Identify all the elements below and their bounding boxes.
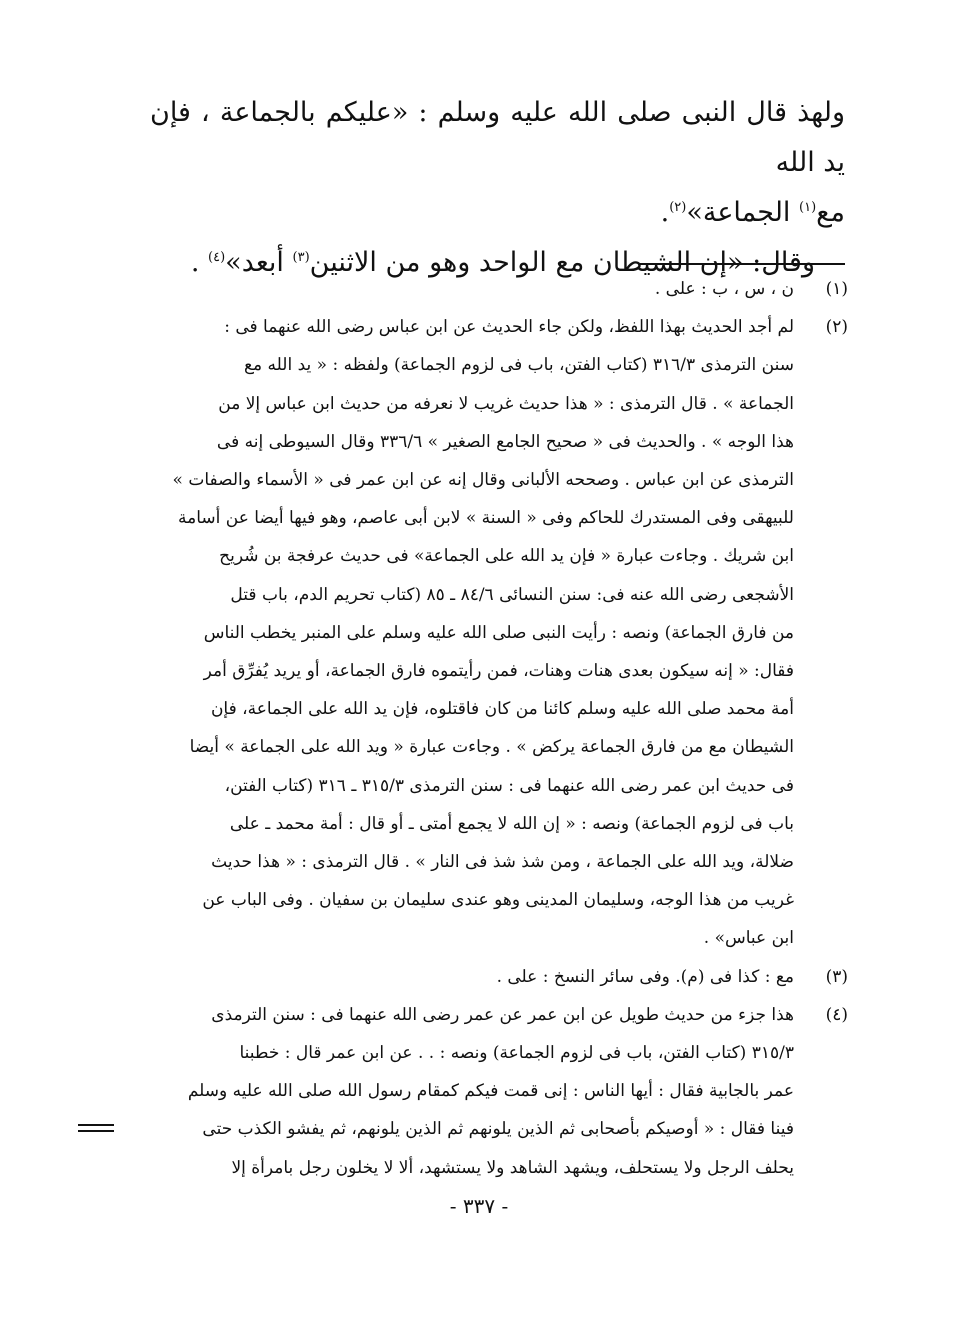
footnote-number: (٢) xyxy=(825,317,848,338)
footnote-line: ابن عباس» . xyxy=(703,928,794,949)
footnote-number: (٣) xyxy=(825,966,848,987)
main-text-segment: . xyxy=(660,197,670,228)
footnote-line: ن ، س ، ب : على . xyxy=(654,279,794,299)
footnote-line: الترمذى عن ابن عباس . وصححه الألبانى وقال إنه عن ابن عمر فى « الأسماء والصفات » xyxy=(172,470,794,491)
footnote-number: (١) xyxy=(825,279,848,299)
footnote-line: سنن الترمذى ٣١٦/٣ (كتاب الفتن، باب فى لزوم الجماعة) ولفظه : « يد الله مع xyxy=(244,355,794,376)
main-text-segment: الجماعة» xyxy=(686,197,800,228)
footnote-line: ضلالة، ويد الله على الجماعة ، ومن شذ شذ فى النار » . قال الترمذى : « هذا حديث xyxy=(211,852,794,873)
footnote-body xyxy=(148,996,794,1187)
footnote-line: ٣١٥/٣ (كتاب الفتن، باب فى لزوم الجماعة) ونصه : . . عن ابن عمر قال : خطبنا xyxy=(239,1043,794,1064)
footnote-line: من فارق الجماعة) ونصه : رأيت النبى صلى الله عليه وسلم على المنبر يخطب الناس xyxy=(203,622,794,643)
footnote-line: غريب من هذا الوجه، وسليمان المدينى وهو عندى سليمان بن سفيان . وفى الباب عن xyxy=(202,890,794,911)
footnote-line: مع : كذا فى (م). وفى سائر النسخ : على . xyxy=(496,966,794,987)
footnotes xyxy=(148,270,848,1187)
footnote-line: للبيهقى وفى المستدرك للحاكم وفى « السنة » لابن أبى عاصم، وهو فيها أيضا عن أسامة xyxy=(177,508,794,529)
main-line-1: ولهذ قال النبى صلى الله عليه وسلم : «عليكم بالجماعة ، فإن يد الله xyxy=(150,97,845,178)
footnote-ref-4: (٤) xyxy=(208,250,226,265)
footnote-line: الشيطان مع من فارق الجماعة يركض » . وجاءت عبارة « ويد الله على الجماعة » أيضا xyxy=(189,737,794,758)
footnote-line: يحلف الرجل ولا يستحلف، ويشهد الشاهد ولا يستشهد، ألا لا يخلون رجل بامرأة إلا xyxy=(231,1157,794,1178)
footnote-ref-3: (٣) xyxy=(292,250,310,265)
footnote-line: الأشجعى رضى الله عنه فى: سنن النسائى ٨٤/٦ ـ ٨٥ (كتاب تحريم الدم، باب قتل xyxy=(230,584,794,605)
main-text-segment: . xyxy=(190,247,209,278)
main-text xyxy=(150,88,845,288)
footnote-body xyxy=(148,270,794,308)
main-paragraph-1-line-2 xyxy=(150,188,845,238)
main-text-segment: مع xyxy=(816,197,845,228)
main-text-segment: أبعد» xyxy=(225,247,293,278)
footnote-ref-2: (٢) xyxy=(669,200,687,215)
continuation-mark xyxy=(78,1124,114,1134)
main-text-segment: وقال: «إن الشيطان مع الواحد وهو من الاثنين xyxy=(309,247,815,278)
footnote-line: فينا فقال : « أوصيكم بأصحابى ثم الذين يلونهم ثم الذين يلونهم، ثم يفشو الكذب حتى xyxy=(202,1119,794,1140)
footnote-line: عمر بالجابية فقال : أيها الناس : إنى قمت فيكم كمقام رسول الله صلى الله عليه وسلم xyxy=(187,1081,794,1102)
footnote-line: لم أجد الحديث بهذا اللفظ، ولكن جاء الحديث عن ابن عباس رضى الله عنهما فى : xyxy=(224,317,794,338)
footnote-separator xyxy=(640,263,845,265)
main-paragraph-1 xyxy=(150,88,845,188)
footnote-line: فى حديث ابن عمر رضى الله عنهما فى : سنن الترمذى ٣١٥/٣ ـ ٣١٦ (كتاب الفتن، xyxy=(224,775,794,796)
footnote-1 xyxy=(148,270,848,308)
footnote-line: الجماعة » . قال الترمذى : « هذا حديث غريب لا نعرفه من حديث ابن عباس إلا من xyxy=(218,393,794,414)
footnote-body xyxy=(148,308,794,957)
footnote-ref-1: (١) xyxy=(799,200,817,215)
footnote-line: باب فى لزوم الجماعة) ونصه : « إن الله لا يجمع أمتى ـ أو قال : أمة محمد ـ على xyxy=(229,813,794,834)
footnote-3 xyxy=(148,958,848,996)
footnote-number: (٤) xyxy=(825,1004,848,1025)
footnote-line: هذا جزء من حديث طويل عن ابن عمر عن عمر رضى الله عنهما فى : سنن الترمذى xyxy=(211,1004,794,1025)
footnote-line: فقال: « إنه سيكون بعدى هنات وهنات، فمن رأيتموه فارق الجماعة، أو يريد يُفرِّق أمر xyxy=(203,661,794,682)
page-number: - ٣٣٧ - xyxy=(449,1194,509,1218)
footnote-line: ابن شريك . وجاءت عبارة « فإن يد الله على الجماعة» فى حديث عرفجة بن شُريح xyxy=(219,546,794,567)
footnote-body xyxy=(148,958,794,996)
footnote-line: أمة محمد صلى الله عليه وسلم كائنا من كان فاقتلوه، فإن يد الله على الجماعة، فإن xyxy=(210,699,794,720)
footnote-2 xyxy=(148,308,848,957)
footnote-line: هذا الوجه » . والحديث فى « صحيح الجامع الصغير » ٣٣٦/٦ وقال السيوطى إنه فى xyxy=(216,431,794,452)
footnote-4 xyxy=(148,996,848,1187)
